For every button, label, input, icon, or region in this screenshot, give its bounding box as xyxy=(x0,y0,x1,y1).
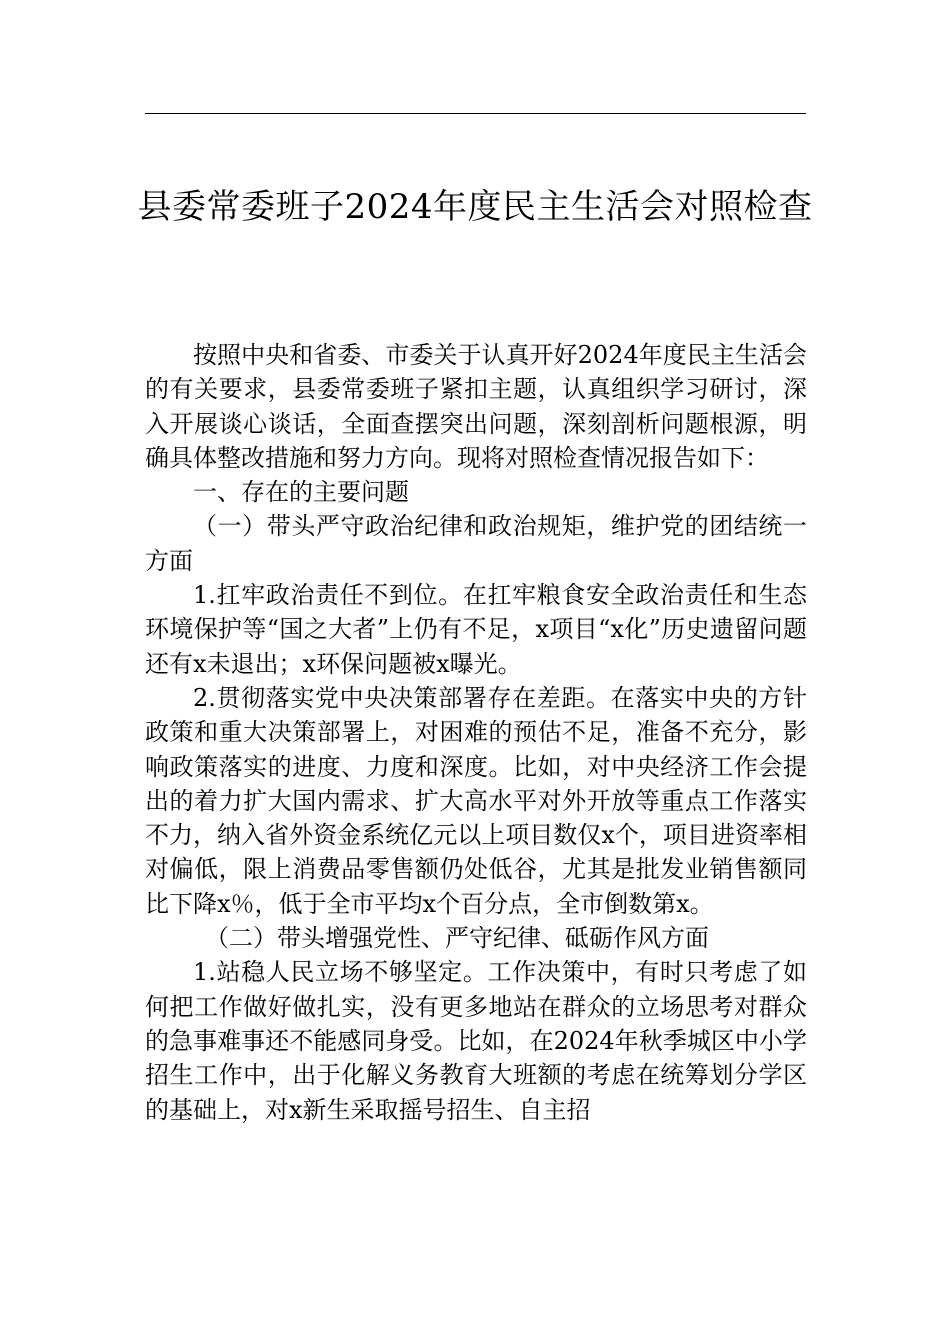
document-title: 县委常委班子2024年度民主生活会对照检查 xyxy=(137,187,813,227)
paragraph-1: 1.扛牢政治责任不到位。在扛牢粮食安全政治责任和生态环境保护等“国之大者”上仍有不足，x项目“x化”历史遗留问题还有x未退出；x环保问题被x曝光。 xyxy=(145,581,807,678)
document-body xyxy=(145,338,807,1127)
subsection-heading-1: （一）带头严守政治纪律和政治规矩，维护党的团结统一方面 xyxy=(145,512,807,575)
intro-paragraph: 按照中央和省委、市委关于认真开好2024年度民主生活会的有关要求，县委常委班子紧扣主题，认真组织学习研讨，深入开展谈心谈话，全面查摆突出问题，深刻剖析问题根源，明确具体整改措施和努力方向。现将对照检查情况报告如下： xyxy=(145,341,807,472)
subsection-heading-2: （二）带头增强党性、严守纪律、砥砺作风方面 xyxy=(205,924,709,953)
section-heading-1: 一、存在的主要问题 xyxy=(193,478,409,507)
paragraph-3: 1.站稳人民立场不够坚定。工作决策中，有时只考虑了如何把工作做好做扎实，没有更多地站在群众的立场思考对群众的急事难事还不能感同身受。比如，在2024年秋季城区中小学招生工作中，出于化解义务教育大班额的考虑在统筹划分学区的基础上，对x新生采取摇号招生、自主招 xyxy=(145,958,807,1124)
paragraph-2: 2.贯彻落实党中央决策部署存在差距。在落实中央的方针政策和重大决策部署上，对困难的预估不足，准备不充分，影响政策落实的进度、力度和深度。比如，对中央经济工作会提出的着力扩大国内需求、扩大高水平对外开放等重点工作落实不力，纳入省外资金系统亿元以上项目数仅x个，项目进资率相对偏低，限上消费品零售额仍处低谷，尤其是批发业销售额同比下降x％，低于全市平均x个百分点，全市倒数第x。 xyxy=(145,683,807,918)
header-rule xyxy=(145,113,806,114)
